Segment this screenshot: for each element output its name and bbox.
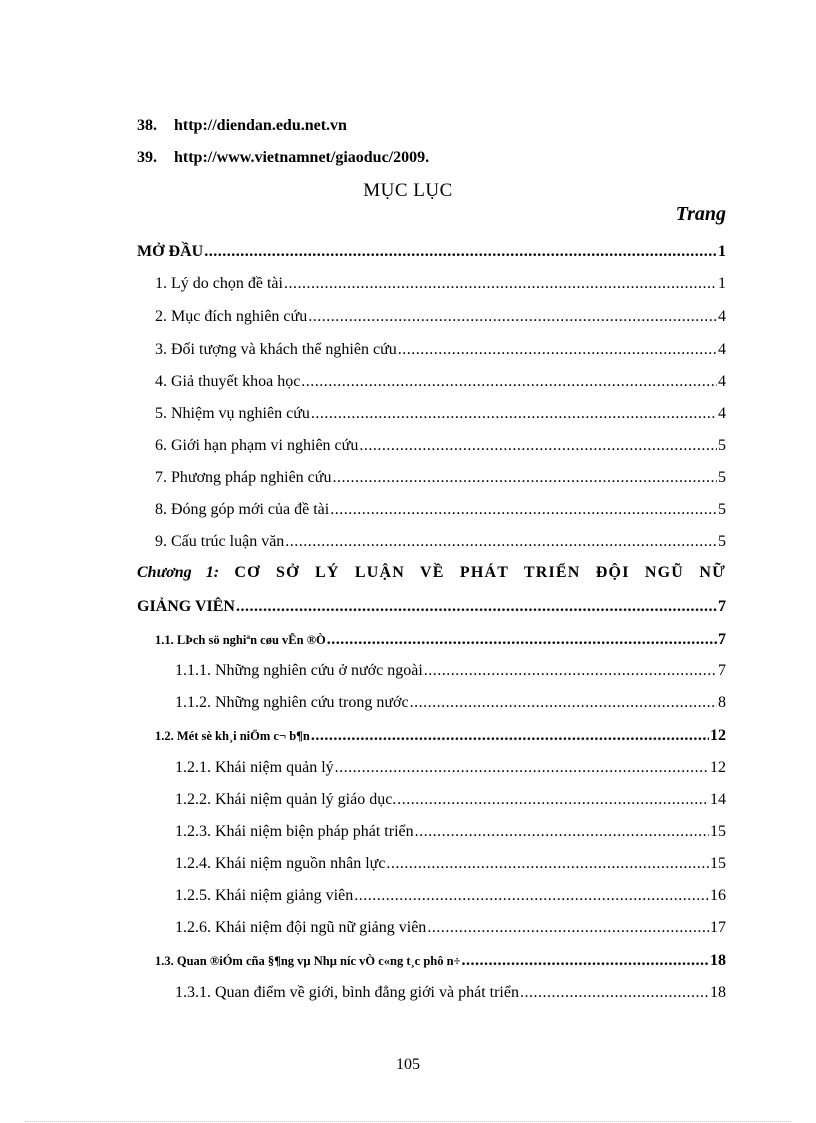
leader-dots [301, 372, 717, 392]
chapter-prefix: Chương 1: [137, 564, 220, 581]
leader-dots [308, 307, 717, 327]
toc-entry[interactable]: 1.2.6. Khái niệm đội ngũ nữ giảng viên ..... 17 [175, 918, 726, 938]
toc-entry-intro[interactable]: MỞ ĐẦU ..... 1 [137, 242, 726, 262]
leader-dots [461, 951, 709, 971]
leader-dots [335, 758, 709, 778]
leader-dots [354, 886, 709, 906]
page-number: 105 [396, 1056, 420, 1073]
leader-dots [427, 918, 709, 938]
leader-dots [284, 274, 717, 294]
toc-entry[interactable]: 2. Mục đích nghiên cứu ..... 4 [155, 307, 726, 327]
toc-entry[interactable]: 8. Đóng góp mới của đề tài ..... 5 [155, 500, 726, 520]
reference-39: 39. http://www.vietnamnet/giaoduc/2009. [137, 149, 430, 166]
chapter-1-heading-cont[interactable]: GIẢNG VIÊN ..... 7 [137, 597, 726, 617]
toc-entry[interactable]: 1. Lý do chọn đề tài ..... 1 [155, 274, 726, 294]
chapter-1-heading[interactable] [137, 564, 726, 582]
leader-dots [311, 726, 709, 746]
page-bottom-divider [25, 1121, 791, 1122]
reference-38: 38. http://diendan.edu.net.vn [137, 117, 347, 134]
leader-dots [520, 983, 709, 1003]
toc-entry[interactable]: 1.1.2. Những nghiên cứu trong nước ..... 8 [175, 693, 726, 713]
toc-entry[interactable]: 1.2.5. Khái niệm giảng viên ..... 16 [175, 886, 726, 906]
leader-dots [386, 854, 709, 874]
leader-dots [424, 661, 717, 681]
reference-url: http://diendan.edu.net.vn [174, 117, 347, 134]
leader-dots [410, 693, 717, 713]
leader-dots [359, 436, 717, 456]
toc-title: MỤC LỤC [363, 180, 453, 201]
toc-entry[interactable]: 1.2.2. Khái niệm quản lý giáo dục. ..... 14 [175, 790, 726, 810]
toc-entry[interactable]: 4. Giả thuyết khoa học ..... 4 [155, 372, 726, 392]
toc-entry[interactable]: 9. Cấu trúc luận văn ..... 5 [155, 532, 726, 552]
toc-section-1-3[interactable]: 1.3. Quan ®iÓm cña §¶ng vµ Nhµ níc vÒ c«ng t¸c phô n÷ ..... 18 [155, 951, 726, 971]
chapter-title: CƠ SỞ LÝ LUẬN VỀ PHÁT TRIỂN ĐỘI NGŨ NỮ [234, 564, 727, 581]
toc-entry[interactable]: 1.3.1. Quan điểm về giới, bình đẳng giới và phát triển ..... 18 [175, 983, 726, 1003]
leader-dots [398, 340, 717, 360]
page-column-label: Trang [675, 203, 726, 225]
toc-section-1-1[interactable]: 1.1. LÞch sö nghiªn cøu vÊn ®Ò ..... 7 [155, 630, 726, 650]
toc-entry[interactable]: 3. Đối tượng và khách thể nghiên cứu ..... 4 [155, 340, 726, 360]
leader-dots [397, 790, 709, 810]
leader-dots [204, 242, 717, 262]
leader-dots [311, 404, 717, 424]
leader-dots [415, 822, 709, 842]
reference-url: http://www.vietnamnet/giaoduc/2009. [174, 149, 430, 166]
toc-entry[interactable]: 1.2.1. Khái niệm quản lý ..... 12 [175, 758, 726, 778]
toc-entry[interactable]: 5. Nhiệm vụ nghiên cứu ..... 4 [155, 404, 726, 424]
leader-dots [332, 468, 717, 488]
toc-entry[interactable]: 7. Phương pháp nghiên cứu ..... 5 [155, 468, 726, 488]
leader-dots [330, 500, 717, 520]
leader-dots [285, 532, 717, 552]
toc-entry[interactable]: 6. Giới hạn phạm vi nghiên cứu ..... 5 [155, 436, 726, 456]
toc-entry[interactable]: 1.2.4. Khái niệm nguồn nhân lực ..... 15 [175, 854, 726, 874]
toc-entry[interactable]: 1.1.1. Những nghiên cứu ở nước ngoài ..... 7 [175, 661, 726, 681]
leader-dots [236, 597, 717, 617]
toc-entry[interactable]: 1.2.3. Khái niệm biện pháp phát triển ..... 15 [175, 822, 726, 842]
toc-section-1-2[interactable]: 1.2. Mét sè kh¸i niÖm c¬ b¶n ..... 12 [155, 726, 726, 746]
leader-dots [327, 630, 717, 650]
